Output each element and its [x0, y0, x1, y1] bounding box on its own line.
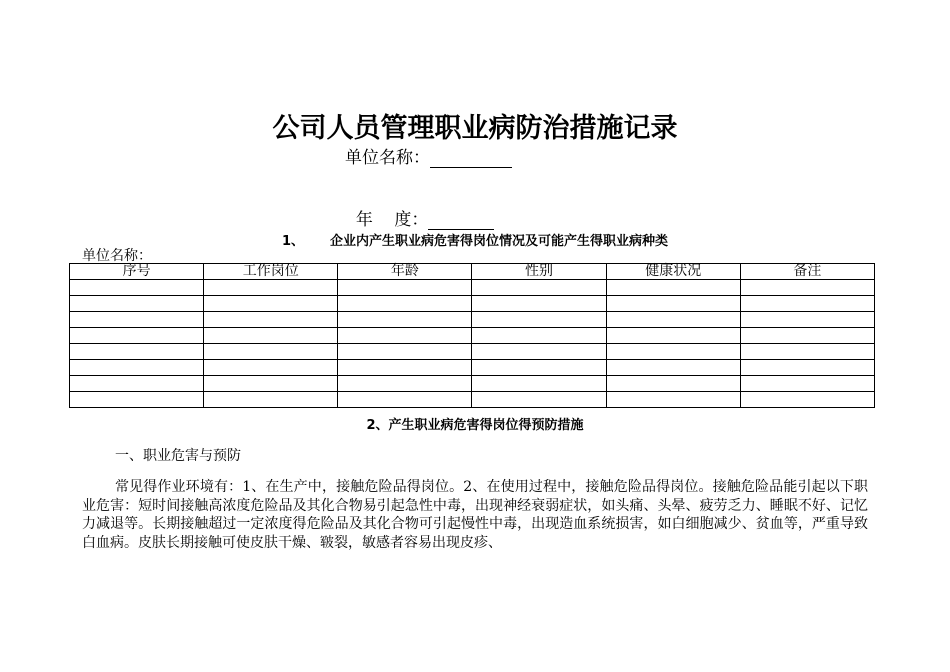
table-cell[interactable] [740, 344, 874, 360]
table-cell[interactable] [70, 312, 204, 328]
unit-name-field [345, 143, 512, 168]
section1-heading-text: 企业内产生职业病危害得岗位情况及可能产生得职业病种类 [330, 234, 669, 249]
table-cell[interactable] [204, 376, 338, 392]
year-label: 年 度： [355, 210, 429, 230]
table-cell[interactable] [70, 280, 204, 296]
table-cell[interactable] [606, 376, 740, 392]
table-cell[interactable] [472, 344, 606, 360]
table-cell[interactable] [606, 328, 740, 344]
table-cell[interactable] [606, 296, 740, 312]
table-cell[interactable] [606, 360, 740, 376]
table-row [70, 376, 875, 392]
table-cell[interactable] [740, 296, 874, 312]
col-header: 工作岗位 [204, 264, 338, 280]
table-cell[interactable] [740, 280, 874, 296]
table-cell[interactable] [70, 296, 204, 312]
table-cell[interactable] [338, 344, 472, 360]
table-row [70, 360, 875, 376]
col-header: 序号 [70, 264, 204, 280]
year-field [345, 185, 494, 230]
col-header: 年龄 [338, 264, 472, 280]
table-cell[interactable] [338, 392, 472, 408]
table-cell[interactable] [338, 296, 472, 312]
col-header: 备注 [740, 264, 874, 280]
col-header: 性别 [472, 264, 606, 280]
table-row [70, 280, 875, 296]
section2-subheading: 一、职业危害与预防 [115, 448, 241, 464]
table-unit-label: 单位名称： [82, 245, 152, 265]
table-cell[interactable] [472, 360, 606, 376]
table-body [70, 280, 875, 408]
table-cell[interactable] [338, 328, 472, 344]
table-cell[interactable] [472, 328, 606, 344]
body-paragraph: 常见得作业环境有：1、在生产中，接触危险品得岗位。2、在使用过程中，接触危险品得岗位。接触危险品能引起以下职业危害：短时间接触高浓度危险品及其化合物易引起急性中毒，出现神经衰弱症状，如头痛、头晕、疲劳乏力、睡眠不好、记忆力减退等。长期接触超过一定浓度得危险品及其化合物可引起慢性中毒，出现造血系统损害，如白细胞减少、贫血等，严重导致白血病。皮肤长期接触可使皮肤干燥、皲裂，敏感者容易出现皮疹、 [82, 479, 868, 552]
table-cell[interactable] [204, 296, 338, 312]
table-cell[interactable] [204, 392, 338, 408]
table-row [70, 392, 875, 408]
table-cell[interactable] [70, 344, 204, 360]
year-blank [428, 211, 494, 230]
table-cell[interactable] [70, 328, 204, 344]
table-row [70, 312, 875, 328]
table-cell[interactable] [70, 360, 204, 376]
col-header: 健康状况 [606, 264, 740, 280]
table-cell[interactable] [338, 312, 472, 328]
table-cell[interactable] [740, 312, 874, 328]
table-cell[interactable] [606, 392, 740, 408]
table-cell[interactable] [204, 344, 338, 360]
section2-heading: 2、产生职业病危害得岗位得预防措施 [366, 418, 584, 433]
unit-name-label: 单位名称： [345, 148, 430, 168]
table-cell[interactable] [472, 280, 606, 296]
table-cell[interactable] [70, 392, 204, 408]
table-cell[interactable] [204, 360, 338, 376]
unit-name-blank [430, 149, 512, 168]
document-title: 公司人员管理职业病防治措施记录 [272, 113, 678, 144]
table-cell[interactable] [338, 376, 472, 392]
table-cell[interactable] [740, 360, 874, 376]
table-cell[interactable] [472, 312, 606, 328]
table-cell[interactable] [740, 328, 874, 344]
table-cell[interactable] [472, 296, 606, 312]
table-cell[interactable] [338, 280, 472, 296]
post-table [69, 263, 875, 408]
table-cell[interactable] [606, 344, 740, 360]
table-cell[interactable] [70, 376, 204, 392]
table-header-row [70, 264, 875, 280]
table-cell[interactable] [204, 312, 338, 328]
table-cell[interactable] [338, 360, 472, 376]
table-cell[interactable] [204, 328, 338, 344]
table-cell[interactable] [204, 280, 338, 296]
table-cell[interactable] [472, 376, 606, 392]
table-cell[interactable] [606, 312, 740, 328]
table-row [70, 344, 875, 360]
table-cell[interactable] [740, 376, 874, 392]
table-cell[interactable] [740, 392, 874, 408]
table-cell[interactable] [472, 392, 606, 408]
table-cell[interactable] [606, 280, 740, 296]
table-row [70, 328, 875, 344]
table-row [70, 296, 875, 312]
section1-number: 1、 [281, 234, 305, 249]
